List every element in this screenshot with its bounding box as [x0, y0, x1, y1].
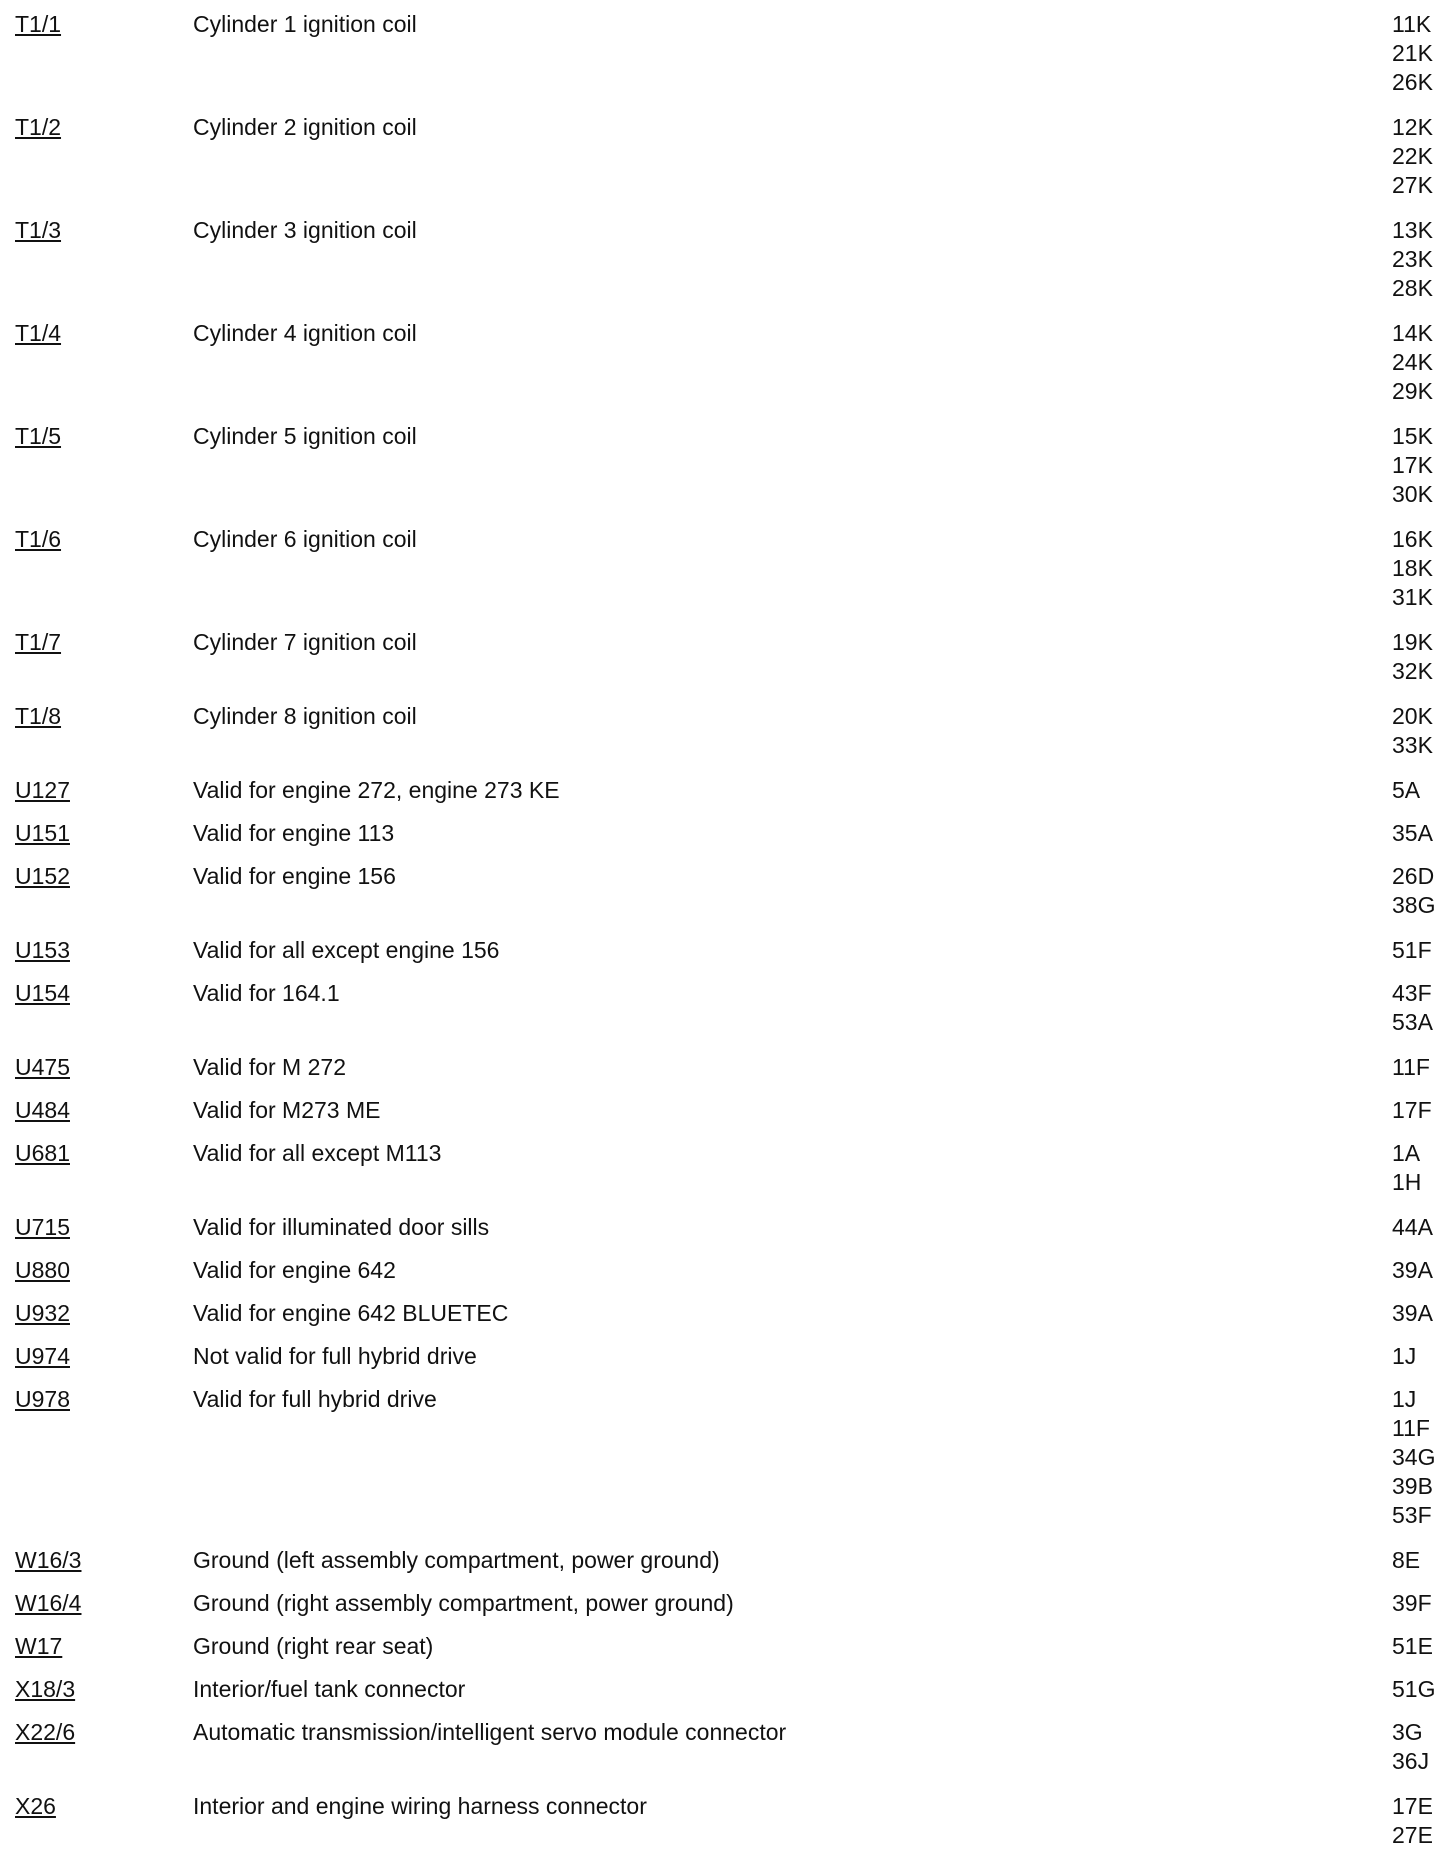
component-code-link[interactable]: X22/6	[15, 1719, 76, 1745]
component-code-link[interactable]: U151	[15, 820, 70, 846]
grid-reference: 14K	[1392, 320, 1433, 346]
grid-reference: 38G	[1392, 892, 1436, 918]
component-description: Ground (right rear seat)	[193, 1633, 434, 1659]
grid-reference: 51F	[1392, 937, 1432, 963]
grid-reference: 28K	[1392, 275, 1433, 301]
grid-reference: 20K	[1392, 703, 1433, 729]
legend-row	[0, 979, 1456, 1053]
grid-reference: 22K	[1392, 143, 1433, 169]
grid-reference: 16K	[1392, 526, 1433, 552]
component-description: Valid for engine 156	[193, 863, 396, 889]
grid-references	[1392, 113, 1433, 200]
grid-reference: 34G	[1392, 1444, 1436, 1470]
component-code-link[interactable]: U153	[15, 937, 70, 963]
grid-references	[1392, 1342, 1416, 1371]
legend-row	[0, 628, 1456, 702]
grid-references	[1392, 1792, 1433, 1850]
component-description: Valid for engine 113	[193, 820, 395, 846]
grid-reference: 36J	[1392, 1748, 1430, 1774]
grid-references	[1392, 702, 1433, 760]
grid-reference: 12K	[1392, 114, 1433, 140]
grid-reference: 17K	[1392, 452, 1433, 478]
component-description: Valid for engine 272, engine 273 KE	[193, 777, 560, 803]
component-code-link[interactable]: U681	[15, 1140, 70, 1166]
component-code-link[interactable]: X18/3	[15, 1676, 76, 1702]
component-description: Valid for illuminated door sills	[193, 1214, 490, 1240]
grid-reference: 33K	[1392, 732, 1433, 758]
grid-references	[1392, 979, 1433, 1037]
component-code-link[interactable]: T1/3	[15, 217, 62, 243]
grid-reference: 18K	[1392, 555, 1433, 581]
grid-references	[1392, 422, 1433, 509]
component-code-link[interactable]: U932	[15, 1300, 70, 1326]
legend-row	[0, 1299, 1456, 1342]
component-description: Not valid for full hybrid drive	[193, 1343, 477, 1369]
grid-reference: 24K	[1392, 349, 1433, 375]
grid-reference: 3G	[1392, 1719, 1423, 1745]
legend-row	[0, 1342, 1456, 1385]
grid-reference: 23K	[1392, 246, 1433, 272]
grid-reference: 44A	[1392, 1214, 1433, 1240]
grid-reference: 11F	[1392, 1415, 1430, 1441]
component-code-link[interactable]: W16/3	[15, 1547, 82, 1573]
grid-reference: 5A	[1392, 777, 1421, 803]
component-code-link[interactable]: T1/7	[15, 629, 62, 655]
grid-reference: 1H	[1392, 1169, 1422, 1195]
component-description: Cylinder 4 ignition coil	[193, 320, 417, 346]
component-code-link[interactable]: T1/4	[15, 320, 62, 346]
legend-row	[0, 319, 1456, 422]
grid-references	[1392, 1213, 1433, 1242]
grid-reference: 19K	[1392, 629, 1433, 655]
grid-reference: 53A	[1392, 1009, 1433, 1035]
grid-references	[1392, 936, 1432, 965]
legend-row	[0, 1256, 1456, 1299]
legend-row	[0, 113, 1456, 216]
legend-row	[0, 1589, 1456, 1632]
component-code-link[interactable]: U880	[15, 1257, 70, 1283]
component-code-link[interactable]: U484	[15, 1097, 70, 1123]
component-description: Ground (right assembly compartment, power ground)	[193, 1590, 734, 1616]
grid-reference: 11K	[1392, 11, 1432, 37]
grid-references	[1392, 1053, 1430, 1082]
component-description: Cylinder 6 ignition coil	[193, 526, 417, 552]
component-code-link[interactable]: U152	[15, 863, 70, 889]
legend-row	[0, 1632, 1456, 1675]
grid-reference: 17E	[1392, 1793, 1433, 1819]
component-code-link[interactable]: T1/2	[15, 114, 62, 140]
component-description: Automatic transmission/intelligent servo module connector	[193, 1719, 787, 1745]
legend-row	[0, 1096, 1456, 1139]
component-description: Interior/fuel tank connector	[193, 1676, 466, 1702]
grid-reference: 51E	[1392, 1633, 1433, 1659]
legend-row	[0, 819, 1456, 862]
legend-row	[0, 1792, 1456, 1866]
component-code-link[interactable]: U978	[15, 1386, 70, 1412]
grid-reference: 43F	[1392, 980, 1432, 1006]
grid-reference: 27E	[1392, 1822, 1433, 1848]
grid-reference: 39A	[1392, 1300, 1433, 1326]
grid-references	[1392, 776, 1420, 805]
component-description: Valid for all except engine 156	[193, 937, 500, 963]
grid-references	[1392, 1718, 1429, 1776]
grid-references	[1392, 1546, 1420, 1575]
grid-reference: 39B	[1392, 1473, 1433, 1499]
legend-row	[0, 1385, 1456, 1546]
grid-references	[1392, 1675, 1435, 1704]
legend-row	[0, 10, 1456, 113]
component-code-link[interactable]: T1/8	[15, 703, 62, 729]
component-description: Valid for 164.1	[193, 980, 340, 1006]
component-code-link[interactable]: W16/4	[15, 1590, 82, 1616]
grid-references	[1392, 1589, 1432, 1618]
grid-reference: 26K	[1392, 69, 1433, 95]
grid-reference: 30K	[1392, 481, 1433, 507]
component-description: Cylinder 3 ignition coil	[193, 217, 417, 243]
grid-reference: 35A	[1392, 820, 1433, 846]
component-code-link[interactable]: U974	[15, 1343, 70, 1369]
legend-row	[0, 702, 1456, 776]
component-description: Cylinder 1 ignition coil	[193, 11, 417, 37]
component-code-link[interactable]: T1/5	[15, 423, 62, 449]
grid-reference: 39F	[1392, 1590, 1432, 1616]
component-description: Valid for engine 642	[193, 1257, 396, 1283]
grid-reference: 11F	[1392, 1054, 1430, 1080]
legend-row	[0, 1053, 1456, 1096]
grid-references	[1392, 1299, 1433, 1328]
legend-row	[0, 525, 1456, 628]
grid-references	[1392, 1139, 1421, 1197]
grid-reference: 21K	[1392, 40, 1433, 66]
grid-reference: 27K	[1392, 172, 1433, 198]
component-code-link[interactable]: U715	[15, 1214, 70, 1240]
component-code-link[interactable]: X26	[15, 1793, 56, 1819]
component-description: Valid for engine 642 BLUETEC	[193, 1300, 509, 1326]
component-description: Cylinder 2 ignition coil	[193, 114, 417, 140]
component-code-link[interactable]: T1/6	[15, 526, 62, 552]
legend-row	[0, 216, 1456, 319]
component-code-link[interactable]: U127	[15, 777, 70, 803]
component-description: Valid for M273 ME	[193, 1097, 381, 1123]
grid-references	[1392, 819, 1433, 848]
grid-reference: 32K	[1392, 658, 1433, 684]
legend-row	[0, 1139, 1456, 1213]
component-code-link[interactable]: U154	[15, 980, 70, 1006]
grid-reference: 26D	[1392, 863, 1435, 889]
legend-row	[0, 862, 1456, 936]
grid-reference: 13K	[1392, 217, 1433, 243]
grid-references	[1392, 525, 1433, 612]
legend-row	[0, 1213, 1456, 1256]
component-description: Cylinder 7 ignition coil	[193, 629, 417, 655]
grid-references	[1392, 1632, 1433, 1661]
grid-references	[1392, 10, 1433, 97]
grid-reference: 1J	[1392, 1343, 1417, 1369]
grid-references	[1392, 1096, 1432, 1125]
grid-references	[1392, 319, 1433, 406]
legend-row	[0, 1546, 1456, 1589]
grid-reference: 51G	[1392, 1676, 1436, 1702]
component-description: Valid for all except M113	[193, 1140, 442, 1166]
grid-references	[1392, 1385, 1435, 1530]
legend-row	[0, 422, 1456, 525]
component-description: Cylinder 8 ignition coil	[193, 703, 417, 729]
grid-reference: 29K	[1392, 378, 1433, 404]
legend-row	[0, 1675, 1456, 1718]
legend-row	[0, 776, 1456, 819]
grid-reference: 53F	[1392, 1502, 1432, 1528]
component-description: Valid for M 272	[193, 1054, 346, 1080]
grid-reference: 1A	[1392, 1140, 1421, 1166]
grid-reference: 15K	[1392, 423, 1433, 449]
component-code-link[interactable]: T1/1	[15, 11, 62, 37]
component-description: Ground (left assembly compartment, power ground)	[193, 1547, 720, 1573]
component-description: Interior and engine wiring harness connector	[193, 1793, 647, 1819]
grid-references	[1392, 628, 1433, 686]
component-description: Valid for full hybrid drive	[193, 1386, 437, 1412]
grid-reference: 1J	[1392, 1386, 1417, 1412]
grid-reference: 17F	[1392, 1097, 1432, 1123]
component-code-link[interactable]: U475	[15, 1054, 70, 1080]
legend-row	[0, 1718, 1456, 1792]
grid-reference: 39A	[1392, 1257, 1433, 1283]
grid-reference: 8E	[1392, 1547, 1421, 1573]
legend-row	[0, 936, 1456, 979]
component-description: Cylinder 5 ignition coil	[193, 423, 417, 449]
grid-references	[1392, 216, 1433, 303]
grid-reference: 31K	[1392, 584, 1433, 610]
grid-references	[1392, 862, 1435, 920]
component-code-link[interactable]: W17	[15, 1633, 63, 1659]
grid-references	[1392, 1256, 1433, 1285]
component-legend	[0, 10, 1456, 1866]
